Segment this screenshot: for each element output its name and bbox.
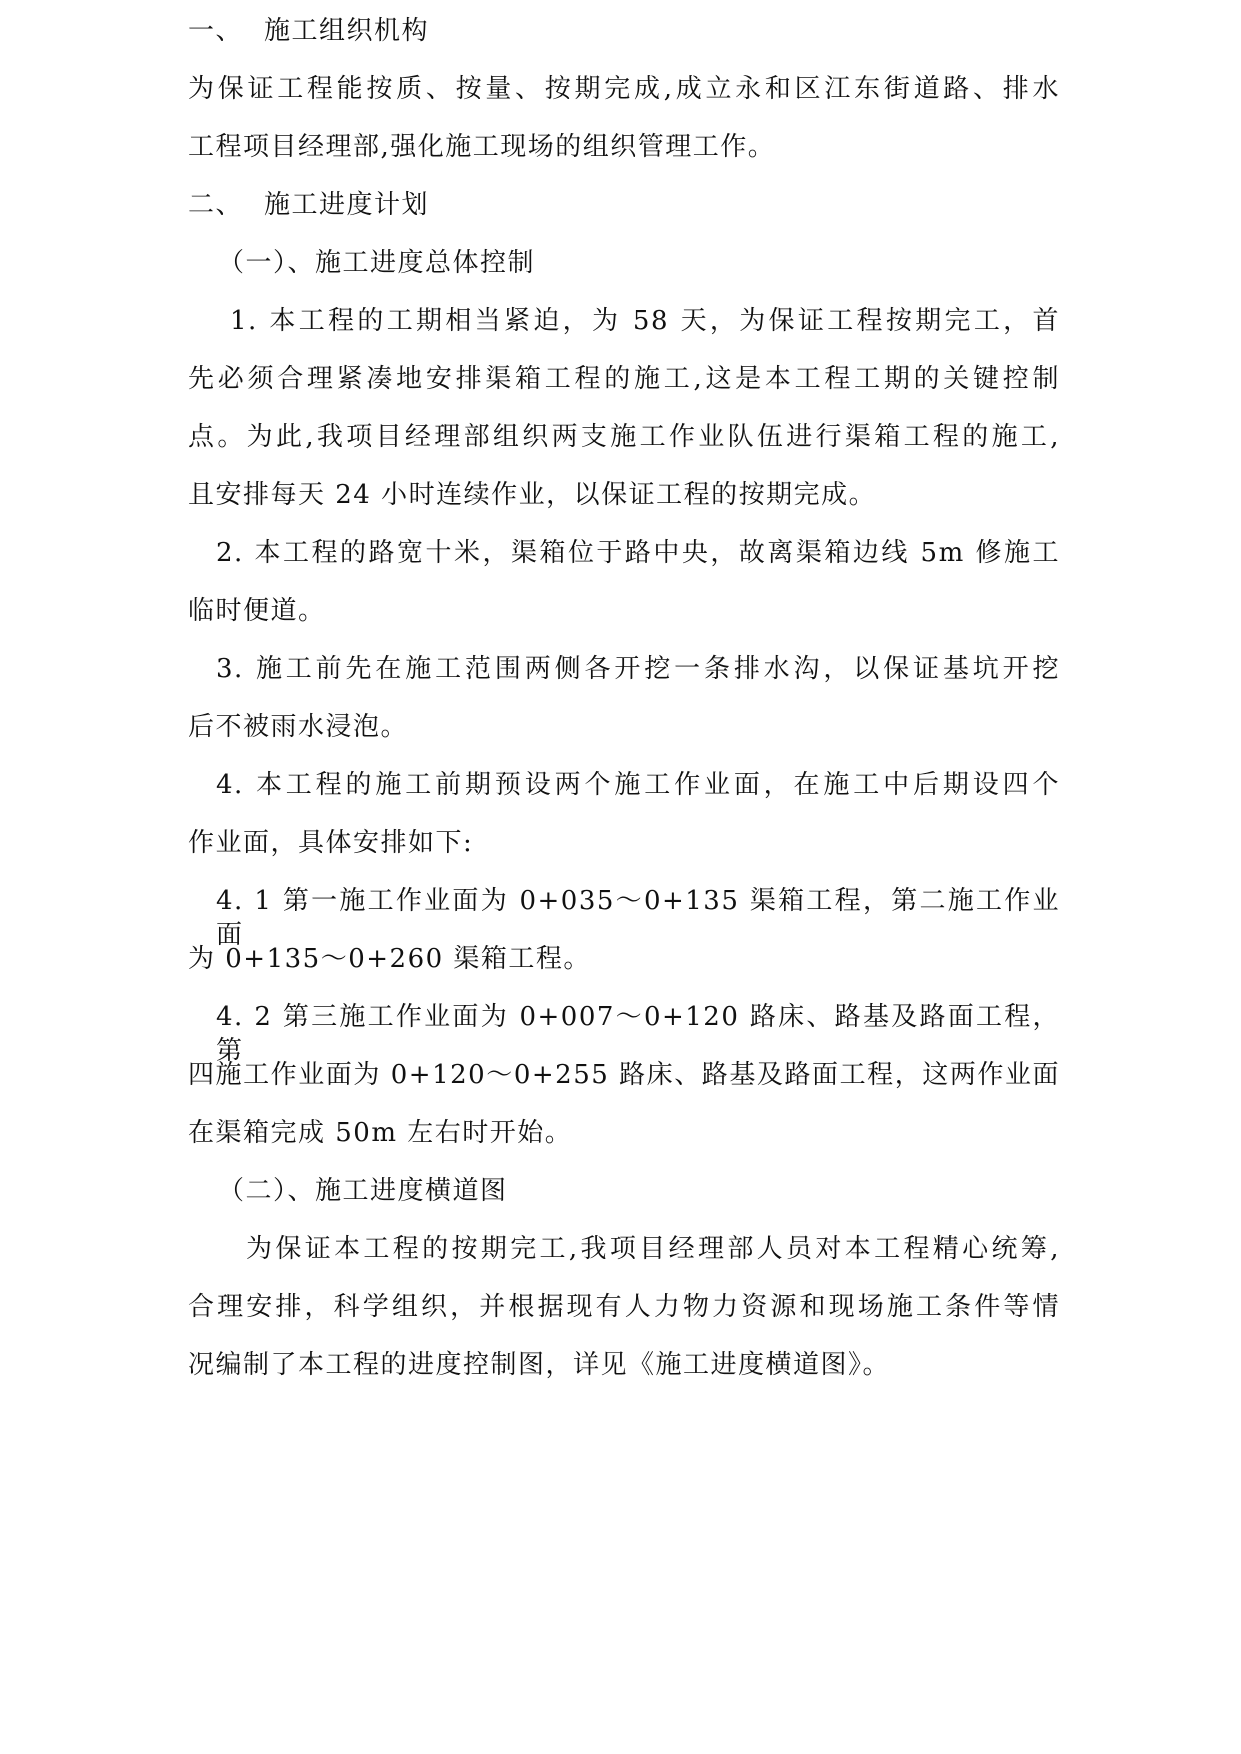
paragraph-line: 况编制了本工程的进度控制图，详见《施工进度横道图》。 [188,1350,891,1380]
paragraph-line: 为保证本工程的按期完工,我项目经理部人员对本工程精心统筹, [246,1234,1060,1264]
paragraph-line: 合理安排，科学组织，并根据现有人力物力资源和现场施工条件等情 [188,1292,1060,1322]
paragraph-line: 点。为此,我项目经理部组织两支施工作业队伍进行渠箱工程的施工, [188,422,1060,452]
paragraph-line: 1. 本工程的工期相当紧迫，为 58 天，为保证工程按期完工，首 [230,306,1060,336]
paragraph-line: 工程项目经理部,强化施工现场的组织管理工作。 [188,132,776,162]
section-heading-2 [188,188,429,222]
paragraph-line: 2. 本工程的路宽十米，渠箱位于路中央，故离渠箱边线 5m 修施工 [216,538,1060,568]
paragraph-line: 作业面，具体安排如下: [188,828,474,858]
section-title: 施工进度计划 [264,190,430,220]
paragraph-line: 先必须合理紧凑地安排渠箱工程的施工,这是本工程工期的关键控制 [188,364,1060,394]
section-heading-1 [188,14,429,48]
section-number: 一、 [188,16,244,46]
paragraph-line: 且安排每天 24 小时连续作业，以保证工程的按期完成。 [188,480,877,510]
paragraph-line: 4. 2 第三施工作业面为 0+007～0+120 路床、路基及路面工程，第 [216,1002,1060,1066]
paragraph-line: 临时便道。 [188,596,326,626]
subsection-heading-1: （一）、施工进度总体控制 [218,248,536,278]
paragraph-line: 4. 1 第一施工作业面为 0+035～0+135 渠箱工程，第二施工作业面 [216,886,1060,950]
paragraph-line: 在渠箱完成 50m 左右时开始。 [188,1118,573,1148]
subsection-heading-2: （二）、施工进度横道图 [218,1176,508,1206]
section-number: 二、 [188,190,244,220]
paragraph-line: 为保证工程能按质、按量、按期完成,成立永和区江东街道路、排水 [188,74,1060,104]
paragraph-line: 四施工作业面为 0+120～0+255 路床、路基及路面工程，这两作业面 [188,1060,1060,1090]
paragraph-line: 3. 施工前先在施工范围两侧各开挖一条排水沟，以保证基坑开挖 [216,654,1060,684]
section-title: 施工组织机构 [264,16,430,46]
paragraph-line: 后不被雨水浸泡。 [188,712,409,742]
paragraph-line: 为 0+135～0+260 渠箱工程。 [188,944,591,974]
paragraph-line: 4. 本工程的施工前期预设两个施工作业面，在施工中后期设四个 [216,770,1060,800]
